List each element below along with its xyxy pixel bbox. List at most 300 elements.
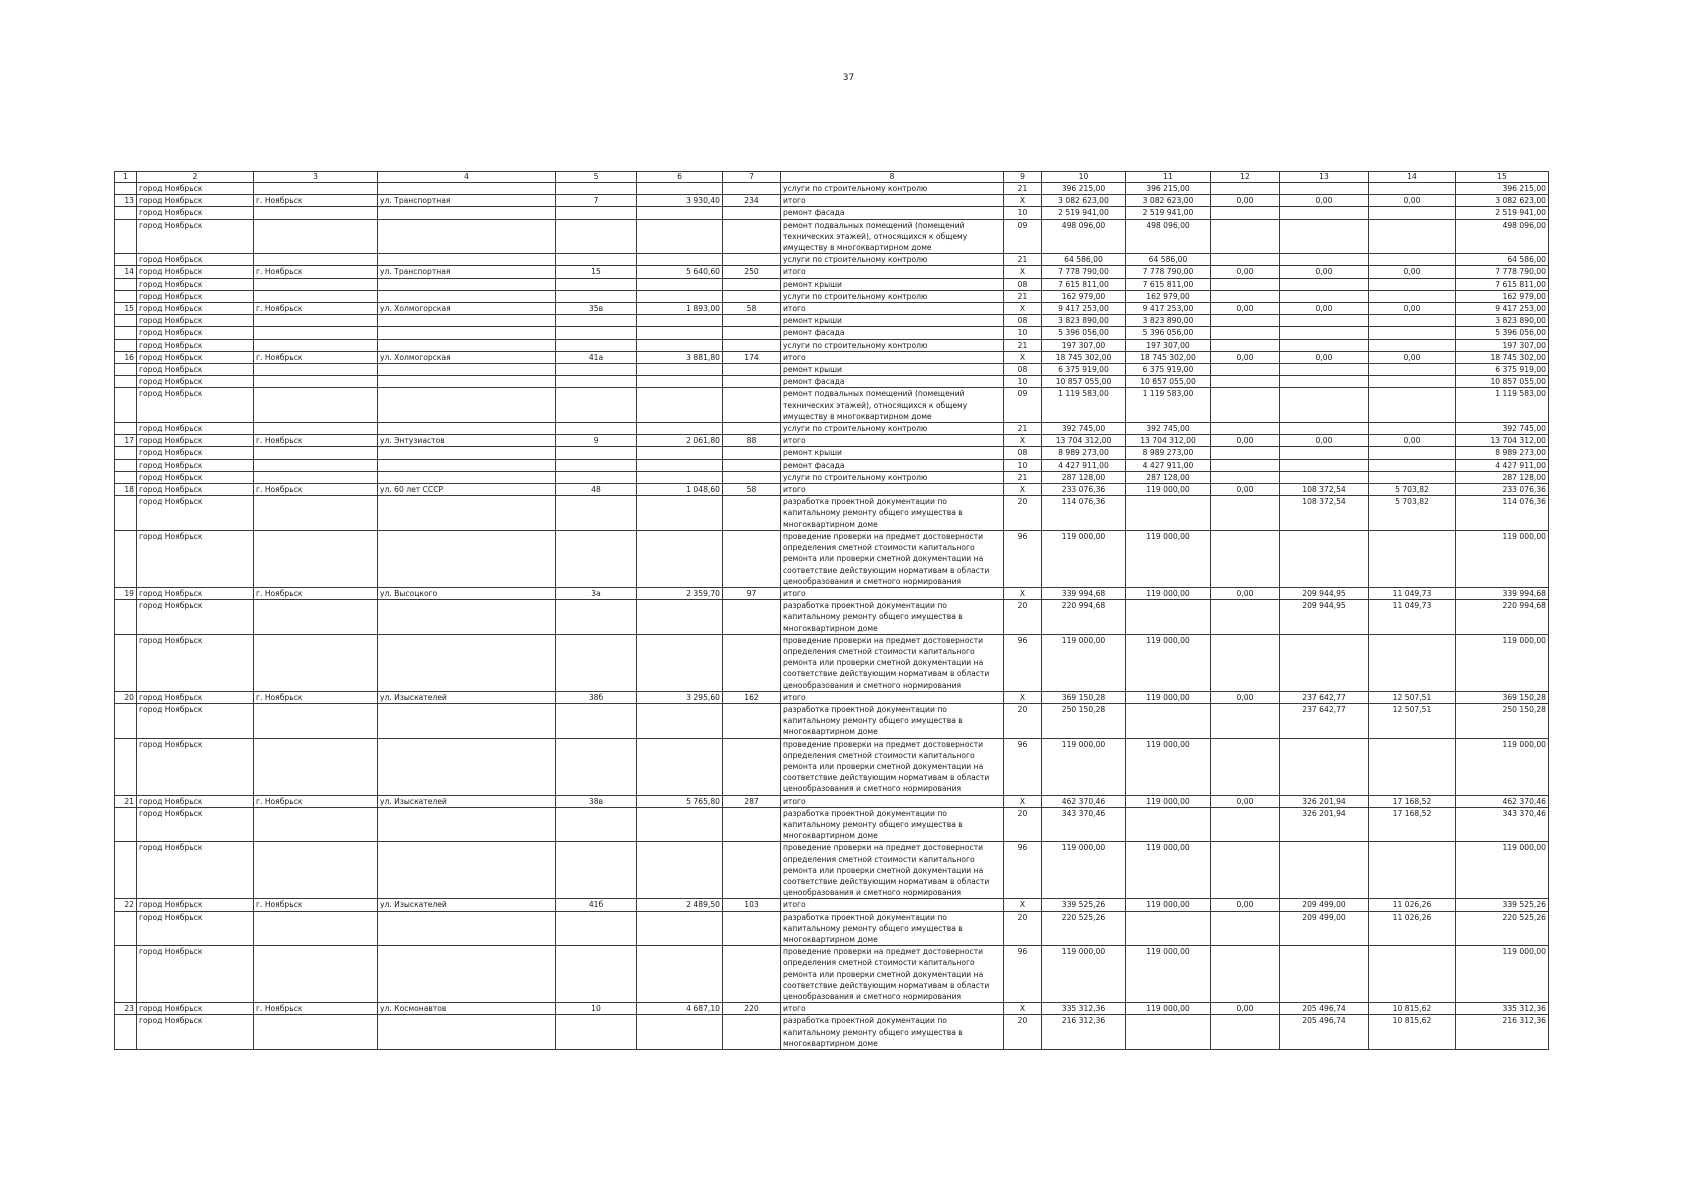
region-cost-cell: 0,00 bbox=[1280, 266, 1369, 278]
street-cell: ул. 60 лет СССР bbox=[378, 484, 556, 496]
area-cell bbox=[637, 496, 723, 531]
row-number-cell bbox=[115, 278, 137, 290]
budget-cost-cell bbox=[1211, 496, 1280, 531]
fund-cost-cell: 64 586,00 bbox=[1126, 254, 1211, 266]
locality-cell bbox=[254, 278, 378, 290]
work-code-cell: Х bbox=[1004, 351, 1042, 363]
work-type-cell: ремонт фасада bbox=[781, 376, 1004, 388]
work-code-cell: Х bbox=[1004, 484, 1042, 496]
total-cost-cell: 220 994,68 bbox=[1042, 600, 1126, 635]
fund-cost-cell: 4 427 911,00 bbox=[1126, 459, 1211, 471]
municipal-cost-cell bbox=[1369, 278, 1456, 290]
residents-cell: 58 bbox=[723, 303, 781, 315]
street-cell bbox=[378, 376, 556, 388]
region-cost-cell bbox=[1280, 842, 1369, 899]
work-code-cell: 08 bbox=[1004, 447, 1042, 459]
table-row bbox=[115, 471, 1549, 483]
area-cell: 1 048,60 bbox=[637, 484, 723, 496]
street-cell bbox=[378, 290, 556, 302]
budget-cost-cell bbox=[1211, 183, 1280, 195]
row-number-cell: 17 bbox=[115, 435, 137, 447]
municipal-cost-cell bbox=[1369, 423, 1456, 435]
street-cell bbox=[378, 327, 556, 339]
fund-cost-cell: 396 215,00 bbox=[1126, 183, 1211, 195]
municipal-cost-cell bbox=[1369, 207, 1456, 219]
municipality-cell: город Ноябрьск bbox=[137, 388, 254, 423]
work-type-cell: ремонт крыши bbox=[781, 447, 1004, 459]
work-type-cell: итого bbox=[781, 795, 1004, 807]
street-cell bbox=[378, 738, 556, 795]
total-cost-cell: 197 307,00 bbox=[1042, 339, 1126, 351]
work-type-cell: услуги по строительному контролю bbox=[781, 183, 1004, 195]
municipal-cost-cell: 11 026,26 bbox=[1369, 911, 1456, 946]
municipal-cost-cell: 10 815,62 bbox=[1369, 1003, 1456, 1015]
locality-cell: г. Ноябрьск bbox=[254, 1003, 378, 1015]
municipality-cell: город Ноябрьск bbox=[137, 1003, 254, 1015]
work-type-cell: ремонт фасада bbox=[781, 207, 1004, 219]
locality-cell bbox=[254, 290, 378, 302]
house-number-cell bbox=[556, 459, 637, 471]
work-code-cell: 08 bbox=[1004, 364, 1042, 376]
work-type-cell: итого bbox=[781, 195, 1004, 207]
fund-cost-cell: 498 096,00 bbox=[1126, 219, 1211, 254]
region-cost-cell bbox=[1280, 327, 1369, 339]
residents-cell bbox=[723, 1015, 781, 1050]
work-type-cell: итого bbox=[781, 899, 1004, 911]
residents-cell: 88 bbox=[723, 435, 781, 447]
work-type-cell: ремонт подвальных помещений (помещений технических этажей), относящихся к общему имуществу в многоквартирном доме bbox=[781, 388, 1004, 423]
municipality-cell: город Ноябрьск bbox=[137, 315, 254, 327]
work-type-cell: ремонт крыши bbox=[781, 278, 1004, 290]
budget-cost-cell: 0,00 bbox=[1211, 1003, 1280, 1015]
region-cost-cell bbox=[1280, 388, 1369, 423]
municipal-cost-cell: 5 703,82 bbox=[1369, 496, 1456, 531]
street-cell bbox=[378, 946, 556, 1003]
area-cell: 2 359,70 bbox=[637, 587, 723, 599]
street-cell bbox=[378, 703, 556, 738]
locality-cell: г. Ноябрьск bbox=[254, 195, 378, 207]
residents-cell: 287 bbox=[723, 795, 781, 807]
municipality-cell: город Ноябрьск bbox=[137, 795, 254, 807]
work-code-cell: Х bbox=[1004, 691, 1042, 703]
fund-cost-cell: 2 519 941,00 bbox=[1126, 207, 1211, 219]
locality-cell bbox=[254, 496, 378, 531]
total-cost-cell: 9 417 253,00 bbox=[1042, 303, 1126, 315]
locality-cell bbox=[254, 315, 378, 327]
owners-cost-cell: 162 979,00 bbox=[1456, 290, 1549, 302]
municipality-cell: город Ноябрьск bbox=[137, 278, 254, 290]
municipality-cell: город Ноябрьск bbox=[137, 195, 254, 207]
residents-cell bbox=[723, 207, 781, 219]
municipal-cost-cell bbox=[1369, 459, 1456, 471]
total-cost-cell: 343 370,46 bbox=[1042, 807, 1126, 842]
street-cell bbox=[378, 364, 556, 376]
fund-cost-cell bbox=[1126, 703, 1211, 738]
column-header: 4 bbox=[378, 172, 556, 183]
owners-cost-cell: 7 615 811,00 bbox=[1456, 278, 1549, 290]
municipality-cell: город Ноябрьск bbox=[137, 484, 254, 496]
table-row bbox=[115, 795, 1549, 807]
municipal-cost-cell: 12 507,51 bbox=[1369, 703, 1456, 738]
house-number-cell bbox=[556, 471, 637, 483]
residents-cell bbox=[723, 447, 781, 459]
budget-cost-cell bbox=[1211, 703, 1280, 738]
area-cell bbox=[637, 471, 723, 483]
municipality-cell: город Ноябрьск bbox=[137, 459, 254, 471]
locality-cell bbox=[254, 207, 378, 219]
owners-cost-cell: 8 989 273,00 bbox=[1456, 447, 1549, 459]
house-number-cell bbox=[556, 376, 637, 388]
work-code-cell: Х bbox=[1004, 266, 1042, 278]
fund-cost-cell: 119 000,00 bbox=[1126, 946, 1211, 1003]
municipal-cost-cell bbox=[1369, 290, 1456, 302]
total-cost-cell: 119 000,00 bbox=[1042, 634, 1126, 691]
work-code-cell: 21 bbox=[1004, 339, 1042, 351]
locality-cell bbox=[254, 254, 378, 266]
budget-cost-cell: 0,00 bbox=[1211, 303, 1280, 315]
region-cost-cell: 209 499,00 bbox=[1280, 911, 1369, 946]
column-number-header bbox=[115, 172, 1549, 183]
area-cell bbox=[637, 842, 723, 899]
row-number-cell bbox=[115, 738, 137, 795]
residents-cell bbox=[723, 703, 781, 738]
area-cell bbox=[637, 388, 723, 423]
column-header: 1 bbox=[115, 172, 137, 183]
page-number: 37 bbox=[842, 73, 855, 83]
house-number-cell: 3а bbox=[556, 587, 637, 599]
street-cell bbox=[378, 278, 556, 290]
region-cost-cell: 326 201,94 bbox=[1280, 807, 1369, 842]
house-number-cell: 10 bbox=[556, 1003, 637, 1015]
owners-cost-cell: 119 000,00 bbox=[1456, 530, 1549, 587]
row-number-cell bbox=[115, 388, 137, 423]
owners-cost-cell: 462 370,46 bbox=[1456, 795, 1549, 807]
locality-cell bbox=[254, 842, 378, 899]
row-number-cell bbox=[115, 183, 137, 195]
residents-cell bbox=[723, 388, 781, 423]
work-type-cell: услуги по строительному контролю bbox=[781, 290, 1004, 302]
work-type-cell: ремонт фасада bbox=[781, 327, 1004, 339]
column-header: 10 bbox=[1042, 172, 1126, 183]
municipality-cell: город Ноябрьск bbox=[137, 911, 254, 946]
locality-cell bbox=[254, 423, 378, 435]
residents-cell: 234 bbox=[723, 195, 781, 207]
region-cost-cell bbox=[1280, 471, 1369, 483]
fund-cost-cell bbox=[1126, 807, 1211, 842]
municipal-cost-cell: 17 168,52 bbox=[1369, 795, 1456, 807]
total-cost-cell: 4 427 911,00 bbox=[1042, 459, 1126, 471]
total-cost-cell: 162 979,00 bbox=[1042, 290, 1126, 302]
municipality-cell: город Ноябрьск bbox=[137, 946, 254, 1003]
residents-cell bbox=[723, 738, 781, 795]
total-cost-cell: 396 215,00 bbox=[1042, 183, 1126, 195]
locality-cell: г. Ноябрьск bbox=[254, 484, 378, 496]
header-row bbox=[115, 172, 1549, 183]
house-number-cell bbox=[556, 600, 637, 635]
total-cost-cell: 250 150,28 bbox=[1042, 703, 1126, 738]
total-cost-cell: 2 519 941,00 bbox=[1042, 207, 1126, 219]
work-type-cell: разработка проектной документации по капитальному ремонту общего имущества в многоквартирном доме bbox=[781, 600, 1004, 635]
budget-cost-cell bbox=[1211, 738, 1280, 795]
municipality-cell: город Ноябрьск bbox=[137, 691, 254, 703]
row-number-cell bbox=[115, 471, 137, 483]
budget-cost-cell bbox=[1211, 364, 1280, 376]
row-number-cell bbox=[115, 703, 137, 738]
locality-cell bbox=[254, 339, 378, 351]
municipality-cell: город Ноябрьск bbox=[137, 496, 254, 531]
house-number-cell bbox=[556, 530, 637, 587]
row-number-cell: 16 bbox=[115, 351, 137, 363]
column-header: 15 bbox=[1456, 172, 1549, 183]
fund-cost-cell: 119 000,00 bbox=[1126, 795, 1211, 807]
area-cell: 3 881,80 bbox=[637, 351, 723, 363]
table-row bbox=[115, 738, 1549, 795]
row-number-cell bbox=[115, 423, 137, 435]
table-row bbox=[115, 634, 1549, 691]
table-row bbox=[115, 946, 1549, 1003]
owners-cost-cell: 220 525,26 bbox=[1456, 911, 1549, 946]
owners-cost-cell: 250 150,28 bbox=[1456, 703, 1549, 738]
locality-cell: г. Ноябрьск bbox=[254, 691, 378, 703]
area-cell bbox=[637, 634, 723, 691]
house-number-cell: 35в bbox=[556, 303, 637, 315]
fund-cost-cell: 119 000,00 bbox=[1126, 842, 1211, 899]
table-row bbox=[115, 1003, 1549, 1015]
region-cost-cell bbox=[1280, 278, 1369, 290]
table-row bbox=[115, 842, 1549, 899]
table-row bbox=[115, 278, 1549, 290]
work-code-cell: 21 bbox=[1004, 254, 1042, 266]
house-number-cell: 15 bbox=[556, 266, 637, 278]
municipal-cost-cell bbox=[1369, 183, 1456, 195]
table-row bbox=[115, 691, 1549, 703]
owners-cost-cell: 119 000,00 bbox=[1456, 634, 1549, 691]
street-cell bbox=[378, 315, 556, 327]
municipality-cell: город Ноябрьск bbox=[137, 435, 254, 447]
municipal-cost-cell: 5 703,82 bbox=[1369, 484, 1456, 496]
work-code-cell: Х bbox=[1004, 587, 1042, 599]
budget-cost-cell bbox=[1211, 600, 1280, 635]
row-number-cell bbox=[115, 911, 137, 946]
total-cost-cell: 114 076,36 bbox=[1042, 496, 1126, 531]
municipal-cost-cell: 17 168,52 bbox=[1369, 807, 1456, 842]
area-cell bbox=[637, 911, 723, 946]
residents-cell: 174 bbox=[723, 351, 781, 363]
work-type-cell: итого bbox=[781, 351, 1004, 363]
row-number-cell bbox=[115, 219, 137, 254]
owners-cost-cell: 119 000,00 bbox=[1456, 842, 1549, 899]
street-cell bbox=[378, 807, 556, 842]
table-row bbox=[115, 388, 1549, 423]
total-cost-cell: 64 586,00 bbox=[1042, 254, 1126, 266]
street-cell bbox=[378, 423, 556, 435]
region-cost-cell bbox=[1280, 447, 1369, 459]
area-cell bbox=[637, 459, 723, 471]
house-number-cell bbox=[556, 254, 637, 266]
street-cell bbox=[378, 447, 556, 459]
row-number-cell bbox=[115, 254, 137, 266]
work-code-cell: 21 bbox=[1004, 423, 1042, 435]
budget-cost-cell bbox=[1211, 339, 1280, 351]
street-cell: ул. Энтузиастов bbox=[378, 435, 556, 447]
work-type-cell: проведение проверки на предмет достоверности определения сметной стоимости капитального ремонта или проверки сметной документации на соответствие действующим нормативам в области ценообразования и сметного нормирования bbox=[781, 946, 1004, 1003]
street-cell bbox=[378, 219, 556, 254]
total-cost-cell: 216 312,36 bbox=[1042, 1015, 1126, 1050]
residents-cell bbox=[723, 278, 781, 290]
fund-cost-cell: 3 823 890,00 bbox=[1126, 315, 1211, 327]
locality-cell: г. Ноябрьск bbox=[254, 266, 378, 278]
fund-cost-cell bbox=[1126, 1015, 1211, 1050]
house-number-cell bbox=[556, 339, 637, 351]
budget-cost-cell bbox=[1211, 423, 1280, 435]
budget-cost-cell bbox=[1211, 447, 1280, 459]
table-row bbox=[115, 315, 1549, 327]
total-cost-cell: 119 000,00 bbox=[1042, 530, 1126, 587]
locality-cell: г. Ноябрьск bbox=[254, 351, 378, 363]
table-body bbox=[115, 183, 1549, 1050]
owners-cost-cell: 392 745,00 bbox=[1456, 423, 1549, 435]
residents-cell bbox=[723, 634, 781, 691]
owners-cost-cell: 119 000,00 bbox=[1456, 738, 1549, 795]
locality-cell bbox=[254, 183, 378, 195]
table-row bbox=[115, 195, 1549, 207]
row-number-cell bbox=[115, 459, 137, 471]
municipal-cost-cell: 0,00 bbox=[1369, 351, 1456, 363]
budget-cost-cell bbox=[1211, 388, 1280, 423]
work-code-cell: 08 bbox=[1004, 278, 1042, 290]
street-cell: ул. Холмогорская bbox=[378, 351, 556, 363]
work-code-cell: Х bbox=[1004, 795, 1042, 807]
row-number-cell bbox=[115, 207, 137, 219]
work-type-cell: разработка проектной документации по капитальному ремонту общего имущества в многоквартирном доме bbox=[781, 807, 1004, 842]
owners-cost-cell: 197 307,00 bbox=[1456, 339, 1549, 351]
row-number-cell: 15 bbox=[115, 303, 137, 315]
locality-cell bbox=[254, 447, 378, 459]
work-type-cell: ремонт подвальных помещений (помещений технических этажей), относящихся к общему имуществу в многоквартирном доме bbox=[781, 219, 1004, 254]
repair-program-table bbox=[114, 171, 1549, 1050]
owners-cost-cell: 220 994,68 bbox=[1456, 600, 1549, 635]
fund-cost-cell: 119 000,00 bbox=[1126, 1003, 1211, 1015]
work-code-cell: 10 bbox=[1004, 459, 1042, 471]
owners-cost-cell: 6 375 919,00 bbox=[1456, 364, 1549, 376]
owners-cost-cell: 369 150,28 bbox=[1456, 691, 1549, 703]
budget-cost-cell bbox=[1211, 471, 1280, 483]
residents-cell bbox=[723, 911, 781, 946]
municipal-cost-cell bbox=[1369, 842, 1456, 899]
municipal-cost-cell bbox=[1369, 471, 1456, 483]
table-row bbox=[115, 911, 1549, 946]
work-code-cell: Х bbox=[1004, 1003, 1042, 1015]
budget-cost-cell: 0,00 bbox=[1211, 899, 1280, 911]
owners-cost-cell: 7 778 790,00 bbox=[1456, 266, 1549, 278]
locality-cell bbox=[254, 911, 378, 946]
work-type-cell: ремонт крыши bbox=[781, 364, 1004, 376]
work-code-cell: Х bbox=[1004, 435, 1042, 447]
region-cost-cell bbox=[1280, 254, 1369, 266]
budget-cost-cell bbox=[1211, 911, 1280, 946]
street-cell bbox=[378, 471, 556, 483]
row-number-cell: 22 bbox=[115, 899, 137, 911]
work-code-cell: 20 bbox=[1004, 911, 1042, 946]
residents-cell bbox=[723, 290, 781, 302]
row-number-cell: 23 bbox=[115, 1003, 137, 1015]
residents-cell: 250 bbox=[723, 266, 781, 278]
house-number-cell bbox=[556, 738, 637, 795]
fund-cost-cell: 119 000,00 bbox=[1126, 587, 1211, 599]
municipality-cell: город Ноябрьск bbox=[137, 254, 254, 266]
municipal-cost-cell bbox=[1369, 364, 1456, 376]
locality-cell bbox=[254, 738, 378, 795]
total-cost-cell: 13 704 312,00 bbox=[1042, 435, 1126, 447]
fund-cost-cell: 119 000,00 bbox=[1126, 634, 1211, 691]
region-cost-cell bbox=[1280, 738, 1369, 795]
row-number-cell bbox=[115, 1015, 137, 1050]
owners-cost-cell: 339 525,26 bbox=[1456, 899, 1549, 911]
budget-cost-cell bbox=[1211, 946, 1280, 1003]
house-number-cell bbox=[556, 447, 637, 459]
table-row bbox=[115, 207, 1549, 219]
table-row bbox=[115, 351, 1549, 363]
locality-cell bbox=[254, 634, 378, 691]
municipality-cell: город Ноябрьск bbox=[137, 600, 254, 635]
municipality-cell: город Ноябрьск bbox=[137, 339, 254, 351]
municipality-cell: город Ноябрьск bbox=[137, 423, 254, 435]
fund-cost-cell bbox=[1126, 496, 1211, 531]
area-cell bbox=[637, 703, 723, 738]
total-cost-cell: 287 128,00 bbox=[1042, 471, 1126, 483]
table-row bbox=[115, 435, 1549, 447]
area-cell bbox=[637, 1015, 723, 1050]
row-number-cell bbox=[115, 807, 137, 842]
street-cell: ул. Транспортная bbox=[378, 195, 556, 207]
municipality-cell: город Ноябрьск bbox=[137, 471, 254, 483]
region-cost-cell: 209 944,95 bbox=[1280, 587, 1369, 599]
table-row bbox=[115, 447, 1549, 459]
residents-cell bbox=[723, 423, 781, 435]
row-number-cell bbox=[115, 327, 137, 339]
house-number-cell bbox=[556, 327, 637, 339]
total-cost-cell: 220 525,26 bbox=[1042, 911, 1126, 946]
owners-cost-cell: 233 076,36 bbox=[1456, 484, 1549, 496]
locality-cell bbox=[254, 471, 378, 483]
total-cost-cell: 1 119 583,00 bbox=[1042, 388, 1126, 423]
region-cost-cell bbox=[1280, 364, 1369, 376]
owners-cost-cell: 396 215,00 bbox=[1456, 183, 1549, 195]
municipality-cell: город Ноябрьск bbox=[137, 327, 254, 339]
house-number-cell bbox=[556, 207, 637, 219]
budget-cost-cell bbox=[1211, 290, 1280, 302]
locality-cell bbox=[254, 327, 378, 339]
street-cell: ул. Транспортная bbox=[378, 266, 556, 278]
total-cost-cell: 6 375 919,00 bbox=[1042, 364, 1126, 376]
total-cost-cell: 339 525,26 bbox=[1042, 899, 1126, 911]
municipality-cell: город Ноябрьск bbox=[137, 899, 254, 911]
municipality-cell: город Ноябрьск bbox=[137, 634, 254, 691]
owners-cost-cell: 18 745 302,00 bbox=[1456, 351, 1549, 363]
municipality-cell: город Ноябрьск bbox=[137, 376, 254, 388]
municipality-cell: город Ноябрьск bbox=[137, 703, 254, 738]
fund-cost-cell bbox=[1126, 911, 1211, 946]
locality-cell bbox=[254, 807, 378, 842]
work-type-cell: услуги по строительному контролю bbox=[781, 423, 1004, 435]
house-number-cell bbox=[556, 315, 637, 327]
fund-cost-cell: 7 778 790,00 bbox=[1126, 266, 1211, 278]
house-number-cell: 38в bbox=[556, 795, 637, 807]
house-number-cell: 7 bbox=[556, 195, 637, 207]
municipal-cost-cell bbox=[1369, 946, 1456, 1003]
residents-cell bbox=[723, 254, 781, 266]
locality-cell bbox=[254, 946, 378, 1003]
